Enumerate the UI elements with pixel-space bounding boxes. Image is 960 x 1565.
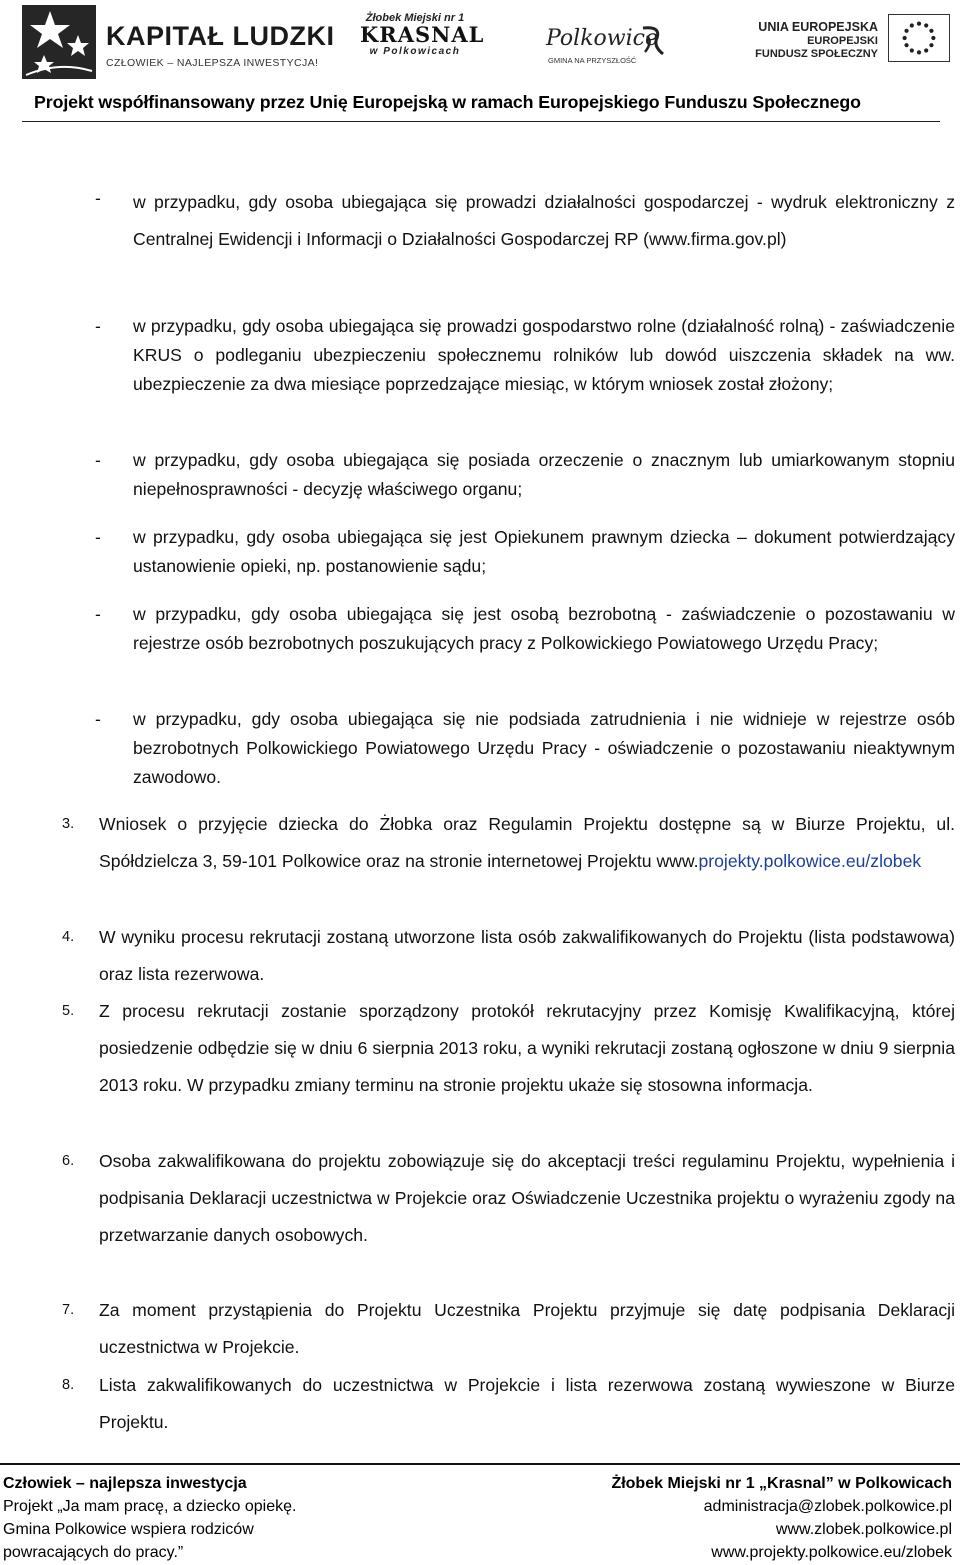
- item-number: 3.: [62, 816, 75, 832]
- item-text: W wyniku procesu rekrutacji zostaną utworzone lista osób zakwalifikowanych do Projektu (lista podstawowa) oraz lista rezerwowa.: [99, 927, 955, 984]
- project-url-link[interactable]: projekty.polkowice.eu/zlobek: [698, 851, 922, 871]
- eu-flag-star: [904, 29, 908, 33]
- zlobek-logo-line2: KRASNAL: [360, 22, 485, 47]
- eu-flag-star: [917, 22, 921, 26]
- item-text: [99, 806, 955, 880]
- item-number: 6.: [62, 1153, 75, 1169]
- footer-left-title: Człowiek – najlepsza inwestycja: [3, 1475, 247, 1492]
- item-number: 8.: [62, 1377, 75, 1393]
- eu-flag-star: [929, 29, 933, 33]
- list-item-text: w przypadku, gdy osoba ubiegająca się prowadzi gospodarstwo rolne (działalność rolną) - zaświadczenie KRUS o podleganiu ubezpieczeniu społecznemu rolników lub dowód uiszczenia składek na ww. ubezpieczenie za dwa miesiące poprzedzające miesiąc, w którym wniosek został złożony;: [133, 316, 955, 394]
- list-item-text: w przypadku, gdy osoba ubiegająca się jest osobą bezrobotną - zaświadczenie o pozostawaniu w rejestrze osób bezrobotnych poszukujących pracy z Polkowickiego Powiatowego Urzędu Pracy;: [133, 604, 955, 653]
- page-header: [0, 0, 960, 124]
- eu-flag-star: [929, 43, 933, 47]
- footer-left: [3, 1472, 296, 1564]
- item-number: 4.: [62, 929, 75, 945]
- project-url-prefix: www.: [656, 851, 699, 871]
- footer-right: [611, 1472, 952, 1564]
- item-number: 5.: [62, 1003, 75, 1019]
- list-item-text: w przypadku, gdy osoba ubiegająca się posiada orzeczenie o znacznym lub umiarkowanym stopniu niepełnosprawności - decyzję właściwego organu;: [133, 450, 955, 499]
- eu-flag-star: [910, 48, 914, 52]
- list-item-marker: -: [95, 604, 101, 624]
- footer-left-line2: Gmina Polkowice wspiera rodziców: [3, 1521, 254, 1538]
- eu-logo: [740, 14, 950, 74]
- list-item-marker: -: [95, 450, 101, 470]
- kapital-ludzki-title: KAPITAŁ LUDZKI: [106, 21, 335, 51]
- list-item-marker: -: [95, 188, 101, 208]
- footer-email-link[interactable]: administracja@zlobek.polkowice.pl: [703, 1498, 952, 1515]
- footer-left-line3: powracających do pracy.”: [3, 1544, 184, 1561]
- zlobek-logo-line1: Żłobek Miejski nr 1: [365, 12, 465, 24]
- eu-logo-text: [755, 20, 878, 61]
- list-item-text: w przypadku, gdy osoba ubiegająca się prowadzi działalności gospodarczej - wydruk elektroniczny z Centralnej Ewidencji i Informacji o Działalności Gospodarczej RP (www.firma.gov.pl): [133, 192, 955, 249]
- footer-right-title: Żłobek Miejski nr 1 „Krasnal” w Polkowicach: [611, 1475, 952, 1492]
- eu-flag-star: [910, 23, 914, 27]
- polkowice-swirl-icon: [639, 24, 667, 58]
- item-text: Za moment przystąpienia do Projektu Uczestnika Projektu przyjmuje się datę podpisania Deklaracji uczestnictwa w Projekcie.: [99, 1300, 955, 1357]
- kapital-ludzki-logo: [22, 5, 335, 79]
- footer-left-line1: Projekt „Ja mam pracę, a dziecko opiekę.: [3, 1498, 297, 1515]
- polkowice-logo-name: Polkowice: [546, 26, 658, 51]
- eu-logo-line2: EUROPEJSKI: [807, 35, 878, 47]
- eu-flag-star: [924, 23, 928, 27]
- footer-divider: [0, 1463, 960, 1465]
- eu-flag-icon: [888, 14, 950, 62]
- footer-project-link[interactable]: www.projekty.polkowice.eu/zlobek: [711, 1544, 952, 1561]
- zlobek-logo-line3: w Polkowicach: [369, 46, 461, 57]
- item-text: Osoba zakwalifikowana do projektu zobowiązuje się do akceptacji treści regulaminu Projektu, wypełnienia i podpisania Deklaracji uczestnictwa w Projekcie oraz Oświadczenie Uczestnika projektu o wyrażeniu zgody na przetwarzanie danych osobowych.: [99, 1151, 955, 1245]
- polkowice-logo: [546, 20, 666, 70]
- eu-flag-star: [904, 43, 908, 47]
- kapital-ludzki-star-icon: [22, 5, 96, 79]
- footer-website-link[interactable]: www.zlobek.polkowice.pl: [775, 1521, 952, 1538]
- eu-flag-star: [903, 36, 907, 40]
- eu-flag-star: [924, 48, 928, 52]
- list-item-text: w przypadku, gdy osoba ubiegająca się nie podsiada zatrudnienia i nie widnieje w rejestrze osób bezrobotnych Polkowickiego Powiatowego Urzędu Pracy - oświadczenie o pozostawaniu nieaktywnym zawodowo.: [133, 709, 955, 787]
- item-text: Z procesu rekrutacji zostanie sporządzony protokół rekrutacyjny przez Komisję Kwalifikacyjną, której posiedzenie odbędzie się w dniu 6 sierpnia 2013 roku, a wyniki rekrutacji zostaną ogłoszone w dniu 9 sierpnia 2013 roku. W przypadku zmiany terminu na stronie projektu ukaże się stosowna informacja.: [99, 1001, 955, 1095]
- header-divider: [22, 121, 940, 122]
- item-text: Lista zakwalifikowanych do uczestnictwa w Projekcie i lista rezerwowa zostaną wywieszone w Biurze Projektu.: [99, 1375, 955, 1432]
- eu-flag-star: [917, 50, 921, 54]
- list-item-marker: -: [95, 316, 101, 336]
- eu-flag-star: [931, 36, 935, 40]
- list-item-marker: -: [95, 709, 101, 729]
- polkowice-logo-subtitle: GMINA NA PRZYSZŁOŚĆ: [548, 56, 637, 65]
- list-item-marker: -: [95, 527, 101, 547]
- cofinancing-statement: Projekt współfinansowany przez Unię Europejską w ramach Europejskiego Funduszu Społecznego: [34, 92, 861, 112]
- list-item-text: w przypadku, gdy osoba ubiegająca się jest Opiekunem prawnym dziecka – dokument potwierdzający ustanowienie opieki, np. postanowienie sądu;: [133, 527, 955, 576]
- zlobek-krasnal-logo: [360, 12, 485, 70]
- eu-logo-line3: FUNDUSZ SPOŁECZNY: [755, 48, 878, 60]
- kapital-ludzki-subtitle: CZŁOWIEK – NAJLEPSZA INWESTYCJA!: [106, 57, 319, 69]
- eu-logo-line1: UNIA EUROPEJSKA: [758, 20, 878, 34]
- item-number: 7.: [62, 1302, 75, 1318]
- item-text-body: Wniosek o przyjęcie dziecka do Żłobka oraz Regulamin Projektu dostępne są w Biurze Projektu, ul. Spółdzielcza 3, 59-101 Polkowice oraz na stronie internetowej Projektu: [99, 814, 955, 871]
